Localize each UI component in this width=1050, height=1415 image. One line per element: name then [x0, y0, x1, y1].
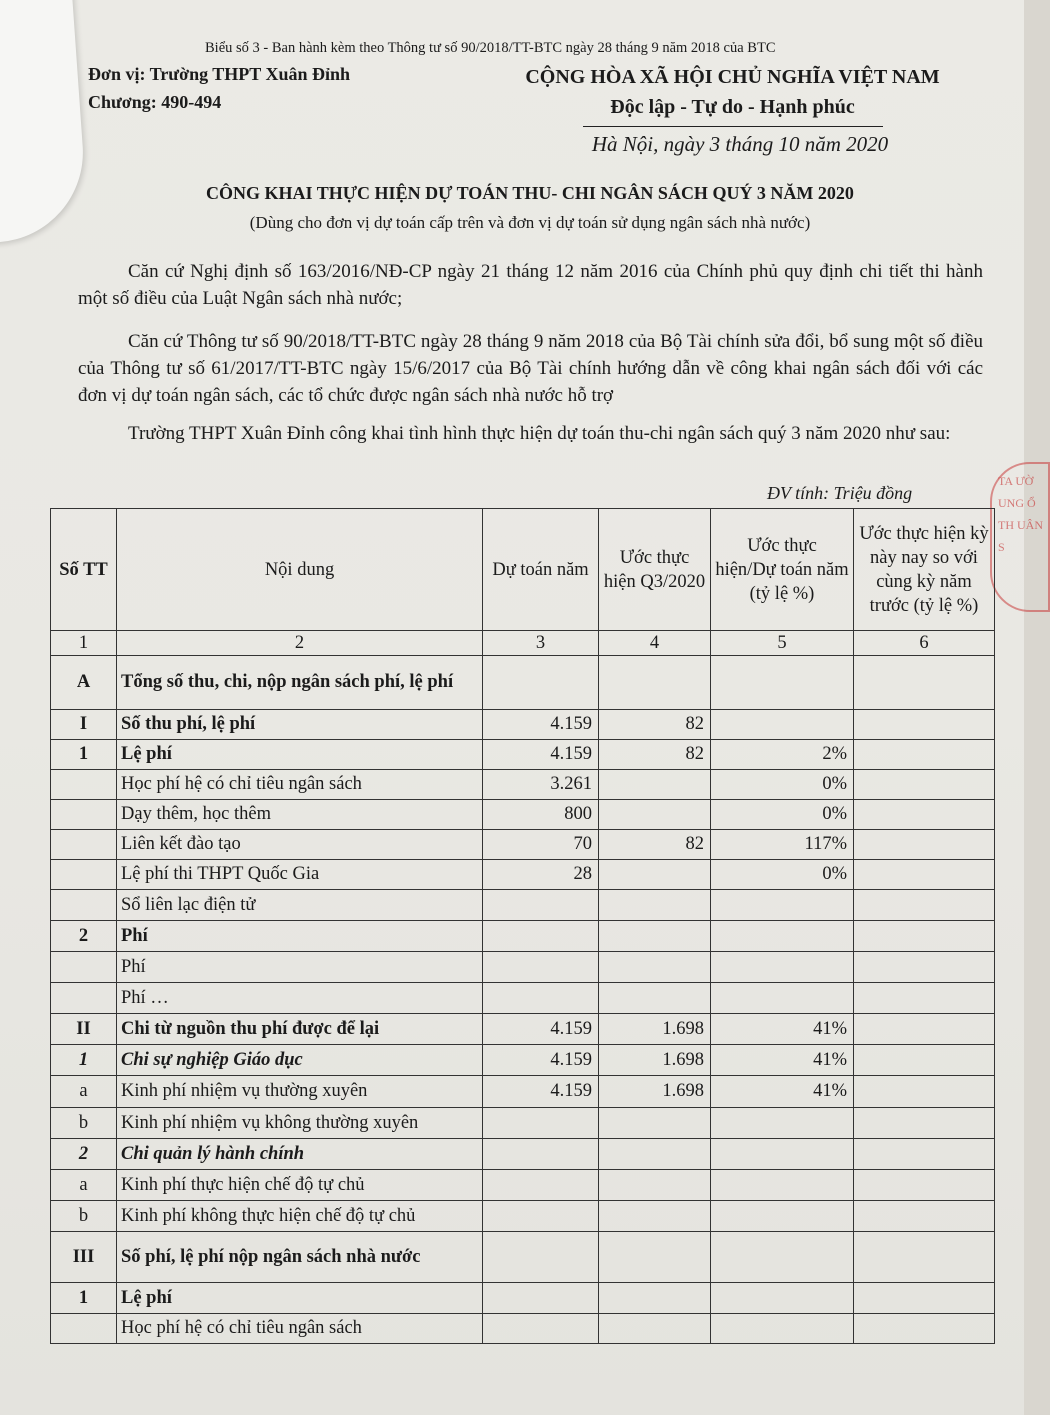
col-header-stt: Số TT [51, 509, 117, 631]
cell-ratio [711, 1283, 854, 1314]
table-row [51, 1076, 995, 1108]
cell-yoy [854, 921, 995, 952]
cell-content: Học phí hệ có chỉ tiêu ngân sách [117, 770, 483, 800]
table-row [51, 656, 995, 710]
table-row [51, 860, 995, 890]
cell-stt: III [51, 1232, 117, 1283]
cell-estimate: 82 [599, 740, 711, 770]
cell-estimate [599, 890, 711, 921]
cell-estimate [599, 921, 711, 952]
budget-table [50, 508, 995, 1344]
cell-estimate [599, 983, 711, 1014]
cell-stt: 1 [51, 740, 117, 770]
table-row [51, 890, 995, 921]
cell-content: Số phí, lệ phí nộp ngân sách nhà nước [117, 1232, 483, 1283]
cell-yoy [854, 1170, 995, 1201]
column-number-row [51, 631, 995, 656]
cell-estimate [599, 952, 711, 983]
cell-yoy [854, 1201, 995, 1232]
cell-stt: II [51, 1014, 117, 1045]
cell-yoy [854, 710, 995, 740]
cell-ratio [711, 952, 854, 983]
table-row [51, 710, 995, 740]
cell-estimate: 82 [599, 830, 711, 860]
form-reference-note: Biểu số 3 - Ban hành kèm theo Thông tư số 90/2018/TT-BTC ngày 28 tháng 9 năm 2018 của BTC [205, 40, 776, 56]
cell-yoy [854, 656, 995, 710]
cell-stt [51, 983, 117, 1014]
cell-ratio [711, 1232, 854, 1283]
table-row [51, 770, 995, 800]
cell-content: Kinh phí nhiệm vụ không thường xuyên [117, 1108, 483, 1139]
cell-stt [51, 770, 117, 800]
table-body [51, 656, 995, 1344]
cell-content: Tổng số thu, chi, nộp ngân sách phí, lệ phí [117, 656, 483, 710]
cell-content: Lệ phí thi THPT Quốc Gia [117, 860, 483, 890]
unit-block [88, 60, 350, 116]
cell-plan [483, 1201, 599, 1232]
cell-stt: b [51, 1201, 117, 1232]
table-row [51, 1139, 995, 1170]
table-row [51, 983, 995, 1014]
cell-ratio [711, 983, 854, 1014]
legal-basis-paragraph-2: Căn cứ Thông tư số 90/2018/TT-BTC ngày 28 tháng 9 năm 2018 của Bộ Tài chính sửa đổi, bổ sung một số điều của Thông tư số 61/2017/TT-BTC ngày 15/6/2017 của Bộ Tài chính hướng dẫn về công khai ngân sách đối với các đơn vị dự toán ngân sách, các tổ chức được ngân sách nhà nước hỗ trợ [78, 331, 983, 406]
cell-plan [483, 656, 599, 710]
cell-content: Chi quản lý hành chính [117, 1139, 483, 1170]
cell-stt: 1 [51, 1283, 117, 1314]
table-row [51, 740, 995, 770]
cell-yoy [854, 860, 995, 890]
cell-stt: 1 [51, 1045, 117, 1076]
table-row [51, 1314, 995, 1344]
cell-plan: 4.159 [483, 1014, 599, 1045]
table-row [51, 830, 995, 860]
cell-ratio [711, 710, 854, 740]
cell-stt: b [51, 1108, 117, 1139]
cell-estimate [599, 800, 711, 830]
cell-ratio: 41% [711, 1076, 854, 1108]
unit-of-measure: ĐV tính: Triệu đồng [767, 483, 913, 503]
cell-estimate [599, 770, 711, 800]
cell-ratio [711, 890, 854, 921]
cell-plan [483, 1232, 599, 1283]
cell-estimate [599, 1283, 711, 1314]
table-row [51, 1283, 995, 1314]
cell-content: Kinh phí nhiệm vụ thường xuyên [117, 1076, 483, 1108]
table-row [51, 1232, 995, 1283]
cell-yoy [854, 952, 995, 983]
cell-stt: a [51, 1076, 117, 1108]
cell-content: Phí [117, 921, 483, 952]
cell-yoy [854, 1232, 995, 1283]
cell-plan: 800 [483, 800, 599, 830]
cell-yoy [854, 890, 995, 921]
cell-plan [483, 1314, 599, 1344]
cell-yoy [854, 800, 995, 830]
col-number: 4 [599, 631, 711, 656]
cell-ratio: 0% [711, 800, 854, 830]
cell-content: Phí [117, 952, 483, 983]
cell-content: Phí … [117, 983, 483, 1014]
cell-yoy [854, 830, 995, 860]
cell-ratio [711, 1139, 854, 1170]
table-row [51, 1045, 995, 1076]
cell-estimate: 1.698 [599, 1014, 711, 1045]
table-header-row [51, 509, 995, 631]
cell-ratio: 41% [711, 1014, 854, 1045]
cell-stt: a [51, 1170, 117, 1201]
table-row [51, 800, 995, 830]
cell-yoy [854, 1108, 995, 1139]
col-header-estimate: Ước thực hiện Q3/2020 [599, 509, 711, 631]
cell-ratio: 117% [711, 830, 854, 860]
table-row [51, 952, 995, 983]
cell-ratio [711, 1170, 854, 1201]
cell-ratio: 0% [711, 860, 854, 890]
table-row [51, 1201, 995, 1232]
cell-estimate: 1.698 [599, 1076, 711, 1108]
cell-yoy [854, 1045, 995, 1076]
cell-stt [51, 952, 117, 983]
cell-stt [51, 830, 117, 860]
document-title: CÔNG KHAI THỰC HIỆN DỰ TOÁN THU- CHI NGÂN SÁCH QUÝ 3 NĂM 2020 [206, 183, 854, 203]
cell-estimate: 82 [599, 710, 711, 740]
nation-name: CỘNG HÒA XÃ HỘI CHỦ NGHĨA VIỆT NAM [525, 66, 940, 88]
cell-plan: 28 [483, 860, 599, 890]
cell-content: Số thu phí, lệ phí [117, 710, 483, 740]
national-heading [505, 62, 960, 127]
cell-yoy [854, 1139, 995, 1170]
cell-plan: 3.261 [483, 770, 599, 800]
cell-plan [483, 1170, 599, 1201]
cell-ratio: 0% [711, 770, 854, 800]
cell-ratio [711, 921, 854, 952]
cell-content: Kinh phí không thực hiện chế độ tự chủ [117, 1201, 483, 1232]
national-motto: Độc lập - Tự do - Hạnh phúc [583, 92, 883, 127]
col-header-content: Nội dung [117, 509, 483, 631]
cell-yoy [854, 1076, 995, 1108]
table-row [51, 1170, 995, 1201]
cell-yoy [854, 1314, 995, 1344]
cell-stt: 2 [51, 921, 117, 952]
folded-page-corner [0, 0, 89, 244]
cell-content: Học phí hệ có chỉ tiêu ngân sách [117, 1314, 483, 1344]
table-row [51, 1014, 995, 1045]
cell-plan [483, 890, 599, 921]
table-row [51, 1108, 995, 1139]
col-number: 5 [711, 631, 854, 656]
cell-stt: I [51, 710, 117, 740]
cell-stt [51, 860, 117, 890]
cell-stt: A [51, 656, 117, 710]
col-header-plan: Dự toán năm [483, 509, 599, 631]
dateline: Hà Nội, ngày 3 tháng 10 năm 2020 [591, 132, 889, 156]
cell-yoy [854, 1283, 995, 1314]
col-number: 6 [854, 631, 995, 656]
cell-ratio: 2% [711, 740, 854, 770]
cell-content: Liên kết đào tạo [117, 830, 483, 860]
col-number: 1 [51, 631, 117, 656]
cell-yoy [854, 770, 995, 800]
cell-content: Chi từ nguồn thu phí được để lại [117, 1014, 483, 1045]
cell-ratio [711, 1314, 854, 1344]
cell-plan: 4.159 [483, 1076, 599, 1108]
document-subtitle: (Dùng cho đơn vị dự toán cấp trên và đơn vị dự toán sử dụng ngân sách nhà nước) [249, 213, 811, 232]
unit-name: Đơn vị: Trường THPT Xuân Đỉnh [88, 64, 350, 84]
cell-plan [483, 983, 599, 1014]
cell-stt [51, 890, 117, 921]
cell-estimate [599, 1108, 711, 1139]
cell-plan [483, 1139, 599, 1170]
cell-estimate [599, 860, 711, 890]
cell-estimate [599, 1232, 711, 1283]
cell-content: Lệ phí [117, 1283, 483, 1314]
cell-estimate: 1.698 [599, 1045, 711, 1076]
cell-plan: 4.159 [483, 740, 599, 770]
legal-basis-paragraph-1: Căn cứ Nghị định số 163/2016/NĐ-CP ngày 21 tháng 12 năm 2016 của Chính phủ quy định chi tiết thi hành một số điều của Luật Ngân sách nhà nước; [78, 261, 983, 309]
cell-plan: 70 [483, 830, 599, 860]
cell-stt [51, 800, 117, 830]
cell-plan [483, 952, 599, 983]
cell-yoy [854, 1014, 995, 1045]
cell-content: Chi sự nghiệp Giáo dục [117, 1045, 483, 1076]
cell-ratio [711, 1201, 854, 1232]
table-row [51, 921, 995, 952]
col-header-yoy: Ước thực hiện kỳ này nay so với cùng kỳ năm trước (tỷ lệ %) [854, 509, 995, 631]
cell-content: Sổ liên lạc điện tử [117, 890, 483, 921]
cell-estimate [599, 1201, 711, 1232]
cell-estimate [599, 1139, 711, 1170]
col-number: 3 [483, 631, 599, 656]
cell-content: Lệ phí [117, 740, 483, 770]
cell-yoy [854, 740, 995, 770]
cell-plan [483, 1108, 599, 1139]
cell-estimate [599, 1170, 711, 1201]
cell-stt [51, 1314, 117, 1344]
cell-estimate [599, 656, 711, 710]
cell-estimate [599, 1314, 711, 1344]
cell-ratio [711, 656, 854, 710]
cell-plan: 4.159 [483, 1045, 599, 1076]
cell-yoy [854, 983, 995, 1014]
cell-content: Kinh phí thực hiện chế độ tự chủ [117, 1170, 483, 1201]
cell-plan: 4.159 [483, 710, 599, 740]
chapter-code: Chương: 490-494 [88, 92, 222, 112]
cell-ratio [711, 1108, 854, 1139]
cell-plan [483, 1283, 599, 1314]
cell-plan [483, 921, 599, 952]
cell-ratio: 41% [711, 1045, 854, 1076]
cell-stt: 2 [51, 1139, 117, 1170]
col-number: 2 [117, 631, 483, 656]
col-header-ratio: Ước thực hiện/Dự toán năm (tỷ lệ %) [711, 509, 854, 631]
cell-content: Dạy thêm, học thêm [117, 800, 483, 830]
intro-paragraph: Trường THPT Xuân Đỉnh công khai tình hình thực hiện dự toán thu-chi ngân sách quý 3 năm 2020 như sau: [128, 423, 951, 444]
red-stamp: TA ƯỜ UNG Ổ TH UÂN S [990, 462, 1050, 612]
